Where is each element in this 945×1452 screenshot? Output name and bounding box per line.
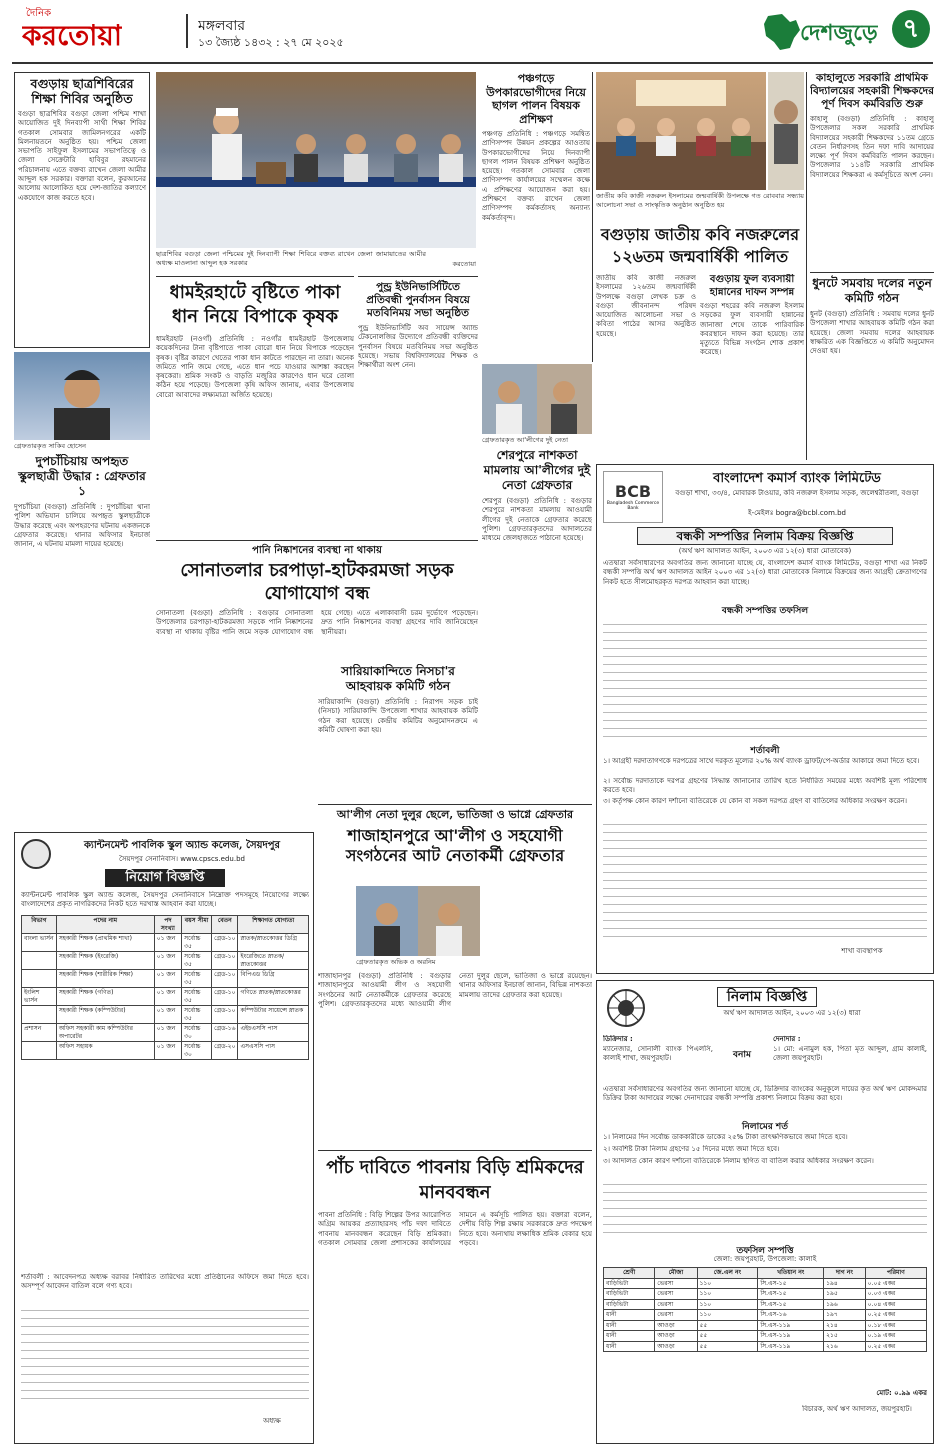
recruit-table-row: [22, 970, 309, 988]
recruit-table-row: [22, 934, 309, 952]
recruit-table-row: [22, 952, 309, 970]
auction-schedule-table: [603, 1267, 927, 1352]
auction-table-row-cell: বাড়িভিটা: [604, 1289, 655, 1300]
auction-table-row: [604, 1299, 927, 1310]
auction-table-row-cell: ১১০: [697, 1310, 758, 1321]
bank-notice-title: বন্ধকী সম্পত্তির নিলাম বিক্রয় বিজ্ঞপ্তি: [637, 527, 893, 545]
bank-intro: এতদ্বারা সর্বসাধারণের অবগতির জন্য জানানো যাচ্ছে যে, বাংলাদেশ কমার্স ব্যাংক লিমিটেড, বগুড়া শাখা এর নিকট বন্ধকী সম্পত্তি অর্থ ঋণ আদালত আইন ২০০৩ এর ১২(৩) ধারা মোতাবেক নিলামে বিক্রয়ের জন্য আগ্রহী ক্রেতাগণের নিকট হতে সীলমোহরকৃত দরপত্র আহবান করা যাচ্ছে।: [603, 559, 927, 586]
photo-nazrul-portrait: [768, 72, 804, 190]
recruit-table-row-cell: সর্বোচ্চ ৩৫: [182, 970, 212, 988]
recruit-table-row-cell: সর্বোচ্চ ৩৫: [182, 952, 212, 970]
auction-table-row: [604, 1289, 927, 1300]
photo-nazrul-caption: জাতীয় কবি কাজী নজরুল ইসলামের জন্মবার্ষিকী উপলক্ষে গত রোববার সন্ধ্যায় আলোচনা সভা ও সাংস্কৃতিক অনুষ্ঠান অনুষ্ঠিত হয়: [596, 192, 804, 209]
photo-shibir-credit: করতোয়া: [452, 260, 476, 268]
auction-table-row-cell: সি.এস-১৫: [758, 1299, 824, 1310]
auction-table-row-cell: ২১৫: [824, 1331, 866, 1342]
bank-term-2: ২। সর্বোচ্চ দরদাতাকে দরপত্র গ্রহণের সিদ্ধান্ত জানানোর তারিখ হতে নির্ধারিত সময়ের মধ্যে অবশিষ্ট মূল্য পরিশোধ করতে হবে।: [603, 777, 927, 795]
auction-table-row-cell: ৫৫: [697, 1320, 758, 1331]
bank-sign: শাখা ব্যবস্থাপক: [841, 947, 883, 955]
article-nischa-committee: [318, 664, 478, 798]
headline-dhamoirhat-rice: ধামইরহাটে বৃষ্টিতে পাকা ধান নিয়ে বিপাকে কৃষক: [169, 282, 341, 327]
headline-nischa-committee: সারিয়াকান্দিতে নিসচা'র আহবায়ক কমিটি গঠন: [341, 664, 455, 693]
bank-logo-text: BCB: [614, 482, 652, 501]
article-dupchanchia-rescue: [14, 454, 150, 826]
body-nischa-committee: সারিয়াকান্দি (বগুড়া) প্রতিনিধি : নিরাপদ সড়ক চাই (নিসচা) সারিয়াকান্দি উপজেলা শাখার আহবায়ক কমিটি গঠন করা হয়েছে। কেন্দ্রীয় কমিটির অনুমোদনক্রমে এ কমিটি ঘোষণা করা হয়।: [318, 698, 478, 734]
recruitment-fine-print: [21, 1303, 309, 1403]
body-sherpur-arrest: শেরপুর (বগুড়া) প্রতিনিধি : বগুড়ার শেরপুরে নাশকতা মামলায় আওয়ামী লীগের দুই নেতাকে গ্রেফতার করেছে পুলিশ। গ্রেফতারকৃতদের আদালতের মাধ্যমে জেলহাজতে পাঠানো হয়েছে।: [482, 497, 592, 543]
body-shajahanpur-arrest: শাজাহানপুর (বগুড়া) প্রতিনিধি : বগুড়ার শাজাহানপুরে আওয়ামী লীগ ও সহযোগী সংগঠনের আট নেতাকর্মীকে গ্রেফতার করেছে পুলিশ। গ্রেফতারকৃতদের মধ্যে আওয়ামী লীগ নেতা দুলুর ছেলে, ভাতিজা ও ভাগ্নে রয়েছেন। থানার অফিসার ইনচার্জ জানান, বিভিন্ন নাশকতা মামলায় তাদের গ্রেফতার করা হয়েছে।: [318, 972, 592, 1008]
auction-table-row: [604, 1331, 927, 1342]
auction-sign: বিচারক, অর্থ ঋণ আদালত, জয়পুরহাট।: [802, 1405, 912, 1413]
auction-intro: এতদ্বারা সর্বসাধারণের অবগতির জন্য জানানো যাচ্ছে যে, ডিক্রিদার ব্যাংকের অনুকূলে দায়ের কৃত অর্থ ঋণ মোকদ্দমার ডিক্রির টাকা আদায়ের লক্ষ্যে দেনাদারের বন্ধকী সম্পত্তি প্রকাশ্য নিলামে বিক্রয় করা হবে।: [603, 1085, 927, 1103]
auction-table-row: [604, 1320, 927, 1331]
auction-table-row-cell: ১৯৪: [824, 1278, 866, 1289]
body-dupchanchia-rescue: দুপচাঁচিয়া (বগুড়া) প্রতিনিধি : দুপচাঁচিয়া থানা পুলিশ অভিযান চালিয়ে অপহৃত স্কুলছাত্রীকে উদ্ধার করেছে এবং অপহরণের ঘটনায় একজনকে গ্রেফতার করেছে। থানার অফিসার ইনচার্জ জানান, এ ঘটনায় মামলা দায়ের হয়েছে।: [14, 503, 150, 549]
recruit-table-row-cell: ০১ জন: [154, 1042, 181, 1060]
recruit-table-row-cell: ০১ জন: [154, 934, 181, 952]
decree-holder: ম্যানেজার, সোনালী ব্যাংক পিএলসি, কালাই শাখা, জয়পুরহাট।: [603, 1045, 713, 1063]
recruit-table-row: [22, 1006, 309, 1024]
recruit-table-row-cell: সর্বোচ্চ ৩০: [182, 1042, 212, 1060]
auction-table-row-cell: আওড়া: [655, 1341, 697, 1352]
bank-term-3: ৩। কর্তৃপক্ষ কোন কারণ দর্শানো ব্যতিরেকে যে কোন বা সকল দরপত্র গ্রহণ বা বাতিলের অধিকার সংরক্ষণ করেন।: [603, 797, 908, 805]
auction-table-row-cell: ভেরসা: [655, 1310, 697, 1321]
auction-schedule-title: তফসিল সম্পত্তি: [736, 1246, 794, 1256]
body-shibir: বগুড়া ছাত্রশিবির বগুড়া জেলা পশ্চিম শাখা আয়োজিত দুই দিনব্যাপী সাথী শিক্ষা শিবির গতকাল সোমবার জামিলনগরের একটি মিলনায়তনে অনুষ্ঠিত হয়। পশ্চিম জেলা সভাপতি সাইফুল ইসলামের সভাপতিত্বে ও জেলা সেক্রেটারি হাবিবুর রহমানের পরিচালনায় এতে বক্তব্য রাখেন জেলা আমীর আব্দুল হক সরকার। বক্তারা বলেন, কুরআনের আলোয় আলোকিত হয়ে দেশ-জাতির কল্যাণে একযোগে কাজ করতে হবে।: [18, 110, 146, 202]
recruit-table-row: [22, 988, 309, 1006]
body-dhunat-committee: ধুনট (বগুড়া) প্রতিনিধি : সমবায় দলের ধুনট উপজেলা শাখার আহবায়ক কমিটি গঠন করা হয়েছে। জেলা সমবায় দলের আহবায়ক স্বাক্ষরিত এক বিজ্ঞপ্তিতে এ কমিটি অনুমোদন দেওয়া হয়।: [810, 310, 934, 356]
headline-pabna-bidi: পাঁচ দাবিতে পাবনায় বিড়ি শ্রমিকদের মানববন্ধন: [326, 1157, 584, 1203]
recruit-table-row-cell: ০১ জন: [154, 988, 181, 1006]
auction-table-row-cell: ০.০৪ একর: [865, 1299, 926, 1310]
auction-table-row-cell: ১১০: [697, 1289, 758, 1300]
bank-auction-notice: [596, 464, 934, 974]
recruit-col-qual: শিক্ষাগত যোগ্যতা: [238, 916, 309, 934]
auction-total: মোট: ০.৯৯ একর: [876, 1389, 927, 1397]
recruitment-notes: শর্তাবলী : আবেদনপত্র অধ্যক্ষ বরাবর নির্ধারিত তারিখের মধ্যে প্রতিষ্ঠানের অফিসে জমা দিতে হবে। অসম্পূর্ণ আবেদন বাতিল বলে গণ্য হবে।: [21, 1273, 309, 1291]
auction-table-row-cell: বাড়িভিটা: [604, 1299, 655, 1310]
recruit-table-row-cell: [22, 1006, 57, 1024]
auction-table-row: [604, 1341, 927, 1352]
auction-col-khatian: খতিয়ান নং: [758, 1268, 824, 1279]
bank-terms-title: শর্তাবলী: [750, 746, 780, 756]
body-pundra-university: পুন্ড্র ইউনিভার্সিটি অব সায়েন্স অ্যান্ড টেকনোলজির উদ্যোগে প্রতিবন্ধী ব্যক্তিদের পুনর্বাসন বিষয়ে মতবিনিময় সভা অনুষ্ঠিত হয়েছে। সভায় বিশ্ববিদ্যালয়ের শিক্ষক ও শিক্ষার্থীরা অংশ নেন।: [358, 324, 478, 370]
recruit-table-row-cell: ০১ জন: [154, 1024, 181, 1042]
auction-col-dag: দাগ নং: [824, 1268, 866, 1279]
photo-nazrul-event: [596, 72, 766, 190]
recruit-table-row-cell: [22, 952, 57, 970]
recruit-table-row-cell: সহকারী শিক্ষক (প্রাথমিক শাখা): [56, 934, 154, 952]
auction-table-row-cell: সি.এস-১১৯: [758, 1331, 824, 1342]
photo-shajahanpur-caption: গ্রেফতারকৃত অভিক ও অরনিম: [356, 958, 436, 966]
recruit-table-row-cell: ০১ জন: [154, 952, 181, 970]
headline-nazrul: বগুড়ায় জাতীয় কবি নজরুলের ১২৬তম জন্মবার্ষিকী পালিত: [600, 225, 800, 266]
auction-table-row-cell: ২১৬: [824, 1341, 866, 1352]
school-name: ক্যান্টনমেন্ট পাবলিক স্কুল অ্যান্ড কলেজ, সৈয়দপুর: [83, 840, 281, 851]
headline-shibir: বগুড়ায় ছাত্রশিবিরের শিক্ষা শিবির অনুষ্ঠিত: [30, 76, 134, 106]
recruit-table-row-cell: ইংলিশ ভার্সন: [22, 988, 57, 1006]
auction-table-row-cell: সি.এস-১৫: [758, 1278, 824, 1289]
auction-col-area: পরিমাণ: [865, 1268, 926, 1279]
auction-col-mouza: মৌজা: [655, 1268, 697, 1279]
recruitment-notice: [14, 832, 314, 1444]
auction-table-row-cell: ভেরসা: [655, 1299, 697, 1310]
recruit-table-row-cell: ইংরেজিতে স্নাতক/স্নাতকোত্তর: [238, 952, 309, 970]
recruit-table-row-cell: সহকারী শিক্ষক (শারীরিক শিক্ষা): [56, 970, 154, 988]
headline-dupchanchia-rescue: দুপচাঁচিয়ায় অপহৃত স্কুলছাত্রী উদ্ধার : গ্রেফতার ১: [18, 454, 146, 498]
recruit-table-row-cell: ০১ জন: [154, 970, 181, 988]
debtor: ১। মো: এনামুল হক, পিতা মৃত আব্দুল, গ্রাম কালাই, জেলা জয়পুরহাট।: [773, 1045, 927, 1063]
auction-title: নিলাম বিজ্ঞপ্তি: [717, 987, 817, 1007]
recruit-table-row-cell: গ্রেড-১০: [212, 952, 238, 970]
masthead-divider: [186, 14, 188, 48]
body-sonatala-road: সোনাতলা (বগুড়া) প্রতিনিধি : বগুড়ার সোনাতলা উপজেলার চরপাড়া-হাটকরমজা সড়কে পানি নিষ্কাশনের ব্যবস্থা না থাকায় বৃষ্টির পানি জমে সড়ক যোগাযোগ বন্ধ হয়ে গেছে। এতে এলাকাবাসী চরম দুর্ভোগে পড়েছেন। দ্রুত পানি নিষ্কাশনের ব্যবস্থা গ্রহণের দাবি জানিয়েছেন স্থানীয়রা।: [156, 609, 478, 636]
auction-versus: বনাম: [733, 1050, 751, 1060]
headline-sonatala-road: সোনাতলার চরপাড়া-হাটকরমজা সড়ক যোগাযোগ বন্ধ: [180, 560, 454, 604]
auction-table-row-cell: সি.এস-১৫: [758, 1289, 824, 1300]
recruit-table-row-cell: [22, 1042, 57, 1060]
auction-table-row: [604, 1278, 927, 1289]
auction-table-row: [604, 1310, 927, 1321]
bank-logo: [603, 471, 663, 523]
auction-table-row-cell: ০.১৯ একর: [865, 1331, 926, 1342]
bank-logo-sub: Bangladesh Commerce Bank: [606, 501, 660, 511]
auction-table-row-cell: ভেরসা: [655, 1278, 697, 1289]
auction-table-row-cell: ধানী: [604, 1320, 655, 1331]
article-goat-training: [482, 72, 590, 362]
auction-term-2: ২। অবশিষ্ট টাকা নিলাম গ্রহণের ১৫ দিনের মধ্যে জমা দিতে হবে।: [603, 1145, 780, 1153]
vrule-a2: [592, 72, 593, 362]
court-emblem: [605, 987, 647, 1029]
recruit-table-row-cell: বাংলা ভার্সন: [22, 934, 57, 952]
auction-table-row-cell: ধানী: [604, 1310, 655, 1321]
body-nazrul: জাতীয় কবি কাজী নজরুল ইসলামের ১২৬তম জন্মবার্ষিকী উপলক্ষে বগুড়া লেখক চক্র ও বগুড়া জীবনানন্দ পরিষদ আয়োজিত আলোচনা সভা ও কবিতা পাঠের আসর অনুষ্ঠিত হয়েছে।: [596, 274, 696, 338]
recruit-col-count: পদ সংখ্যা: [154, 916, 181, 934]
recruit-table-row-cell: স্নাতক/স্নাতকোত্তর ডিগ্রি: [238, 934, 309, 952]
recruit-col-age: বয়স সীমা: [182, 916, 212, 934]
photo-shibir-event: [156, 72, 476, 248]
recruit-table-row-cell: সর্বোচ্চ ৩৫: [182, 988, 212, 1006]
recruit-table-row-cell: সর্বোচ্চ ৩৫: [182, 934, 212, 952]
body-dhamoirhat-rice: ধামইরহাট (নওগাঁ) প্রতিনিধি : নওগাঁর ধামইরহাট উপজেলায় কয়েকদিনের টানা বৃষ্টিপাতে পাকা বোরো ধান নিয়ে বিপাকে পড়েছেন কৃষক। বৃষ্টির কারণে খেতের পাকা ধান কাটতে পারছেন না তারা। অনেক জমিতে পানি জমে গেছে, এতে ধান পচে যাওয়ার আশঙ্কা করছেন কৃষকেরা। শ্রমিক সংকট ও বাড়তি মজুরির কারণেও ধান ঘরে তোলা কঠিন হয়ে পড়েছে। উপজেলা কৃষি অফিস জানায়, এবার উপজেলায় বোরো আবাদের লক্ষ্যমাত্রা অর্জিত হয়েছে।: [156, 335, 354, 399]
auction-table-row-cell: ০.০৫ একর: [865, 1278, 926, 1289]
auction-table-row-cell: ১১০: [697, 1299, 758, 1310]
recruit-table-row: [22, 1024, 309, 1042]
recruit-table-row-cell: গ্রেড-১০: [212, 970, 238, 988]
recruit-table-row-cell: বিপিএড ডিগ্রি: [238, 970, 309, 988]
auction-table-row-cell: বাড়িভিটা: [604, 1278, 655, 1289]
auction-table-row-cell: ০.০৩ একর: [865, 1289, 926, 1300]
headline-flower-vendor: বগুড়ায় ফুল ব্যবসায়ী হান্নানের দাফন সম্পন্ন: [709, 274, 795, 298]
headline-kahalu-teachers: কাহালুতে সরকারি প্রাথমিক বিদ্যালয়ের সহকারী শিক্ষকদের পূর্ণ দিবস কর্মবিরতি শুরু: [810, 72, 934, 110]
auction-terms-lines: [603, 1177, 927, 1235]
photo-shajahanpur-arrested: [356, 886, 480, 956]
bank-email: ই-মেইলঃ bogra@bcbl.com.bd: [747, 509, 846, 517]
article-flower-vendor: [700, 274, 804, 460]
auction-col-jl: জে.এল নং: [697, 1268, 758, 1279]
body-pabna-bidi: পাবনা প্রতিনিধি : বিড়ি শিল্পের উপর আরোপিত অগ্রিম আয়কর প্রত্যাহারসহ পাঁচ দফা দাবিতে পাবনায় মানববন্ধন করেছেন বিড়ি শ্রমিকরা। গতকাল সোমবার জেলা প্রশাসকের কার্যালয়ের সামনে এ কর্মসূচি পালিত হয়। বক্তারা বলেন, দেশীয় বিড়ি শিল্প রক্ষায় সরকারকে দ্রুত পদক্ষেপ নিতে হবে। অন্যথায় লক্ষাধিক শ্রমিক বেকার হয়ে পড়বে।: [318, 1211, 592, 1247]
school-sub: সৈয়দপুর সেনানিবাস। www.cpscs.edu.bd: [119, 855, 245, 863]
recruit-table-row-cell: সহকারী শিক্ষক (কম্পিউটার): [56, 1006, 154, 1024]
photo-shibir-caption: ছাত্রশিবির বগুড়া জেলা পশ্চিমের দুই দিনব্যাপী শিক্ষা শিবিরে বক্তব্য রাখেন জেলা জামায়াতের আমীর অধ্যক্ষ মাওলানা আব্দুল হক সরকার: [156, 250, 426, 267]
vrule-a4: [806, 72, 807, 460]
recruit-table-row-cell: ০১ জন: [154, 1006, 181, 1024]
article-shibir: [14, 72, 150, 348]
headline-goat-training: পঞ্চগড়ে উপকারভোগীদের নিয়ে ছাগল পালন বিষয়ক প্রশিক্ষণ: [486, 72, 586, 126]
body-kahalu-teachers: কাহালু (বগুড়া) প্রতিনিধি : কাহালু উপজেলার সকল সরকারি প্রাথমিক বিদ্যালয়ের সহকারী শিক্ষকদের ১১তম গ্রেডে বেতন নির্ধারণসহ তিন দফা দাবি আদায়ের লক্ষ্যে পূর্ণ দিবস কর্মবিরতি পালন করছেন। উপজেলার ১১৪টি সরকারি প্রাথমিক বিদ্যালয়ের শিক্ষকরা এ কর্মসূচিতে অংশ নেন।: [810, 115, 934, 179]
school-logo: [21, 839, 51, 869]
auction-table-row-cell: সি.এস-১১৯: [758, 1320, 824, 1331]
decree-holder-label: ডিক্রিদার :: [603, 1035, 633, 1043]
article-pundra-university: [358, 276, 478, 538]
recruit-table-row-cell: কম্পিউটার সায়েন্সে স্নাতক: [238, 1006, 309, 1024]
auction-table-row-cell: আওড়া: [655, 1320, 697, 1331]
article-dhunat-committee: [810, 272, 934, 460]
masthead-day: মঙ্গলবার: [198, 18, 246, 34]
paper-logo: করতোয়া: [22, 19, 122, 52]
section-icon: [760, 12, 804, 52]
page-number: ৭: [892, 10, 930, 48]
bank-schedule-lines: [603, 617, 927, 737]
recruitment-title: নিয়োগ বিজ্ঞপ্তি: [105, 869, 225, 887]
court-auction-notice: [596, 980, 934, 1444]
masthead: [0, 0, 945, 62]
bank-terms-lines: [603, 817, 927, 937]
auction-table-row-cell: ৫৫: [697, 1341, 758, 1352]
photo-arrested-sakib-caption: গ্রেফতারকৃত সাকিব হোসেন: [14, 442, 87, 450]
auction-term-1: ১। নিলামের দিন সর্বোচ্চ ডাককারীকে ডাকের ২৫% টাকা তাৎক্ষণিকভাবে জমা দিতে হবে।: [603, 1133, 848, 1141]
auction-table-row-cell: আওড়া: [655, 1331, 697, 1342]
auction-table-row-cell: ৫৫: [697, 1331, 758, 1342]
recruit-table-row-cell: গ্রেড-২০: [212, 1042, 238, 1060]
recruit-table-row-cell: সর্বোচ্চ ৩৫: [182, 1006, 212, 1024]
auction-table-row-cell: ধানী: [604, 1331, 655, 1342]
recruit-table-row-cell: গ্রেড-১৬: [212, 1024, 238, 1042]
recruit-col-post: পদের নাম: [56, 916, 154, 934]
article-pabna-bidi: [318, 1150, 592, 1444]
bank-term-1: ১। আগ্রহী দরদাতাগণকে দরপত্রের সাথে দরকৃত মূল্যের ২০% অর্থ ব্যাংক ড্রাফট/পে-অর্ডার আকারে জমা দিতে হবে।: [603, 757, 920, 765]
recruit-table-row-cell: এইচএসসি পাস: [238, 1024, 309, 1042]
recruit-table-row-cell: প্রশাসন: [22, 1024, 57, 1042]
recruit-table-row-cell: সর্বোচ্চ ৩০: [182, 1024, 212, 1042]
recruitment-sign: অধ্যক্ষ: [263, 1417, 281, 1425]
recruit-table-row: [22, 1042, 309, 1060]
article-sherpur-arrest: [482, 448, 592, 662]
auction-terms-title: নিলামের শর্ত: [741, 1122, 789, 1132]
auction-table-row-cell: ২১৪: [824, 1320, 866, 1331]
shajahanpur-kicker: আ'লীগ নেতা দুলুর ছেলে, ভাতিজা ও ভাগ্নে গ্রেফতার: [318, 804, 592, 822]
article-sonatala-road: [156, 540, 478, 660]
recruit-col-pay: বেতন: [212, 916, 238, 934]
headline-sherpur-arrest: শেরপুরে নাশকতা মামলায় আ'লীগের দুই নেতা গ্রেফতার: [483, 448, 591, 492]
paper-logo-small: দৈনিক: [26, 8, 52, 19]
recruitment-intro: ক্যান্টনমেন্ট পাবলিক স্কুল অ্যান্ড কলেজ, সৈয়দপুর সেনানিবাসে নিম্নোক্ত পদসমূহে নিয়োগের লক্ষ্যে বাংলাদেশের প্রকৃত নাগরিকদের নিকট হতে দরখাস্ত আহবান করা যাচ্ছে।: [21, 891, 309, 909]
headline-dhunat-committee: ধুনটে সমবায় দলের নতুন কমিটি গঠন: [812, 276, 932, 305]
recruit-table-row-cell: অফিস সহকারী কাম কম্পিউটার অপারেটর: [56, 1024, 154, 1042]
section-name: দেশজুড়ে: [800, 20, 878, 46]
recruit-table-row-cell: গ্রেড-১০: [212, 934, 238, 952]
auction-table-row-cell: ১১০: [697, 1278, 758, 1289]
recruit-table-row-cell: [22, 970, 57, 988]
auction-sub: অর্থ ঋণ আদালত আইন, ২০০৩ এর ১২(৩) ধারা: [723, 1009, 861, 1017]
masthead-date: ১৩ জ্যৈষ্ঠ ১৪৩২ : ২৭ মে ২০২৫: [198, 36, 344, 49]
auction-table-row-cell: ০.১৮ একর: [865, 1320, 926, 1331]
auction-table-row-cell: ০.২৫ একর: [865, 1341, 926, 1352]
photo-sherpur-leaders: [482, 364, 592, 434]
article-kahalu-teachers: [810, 72, 934, 268]
recruit-col-dept: বিভাগ: [22, 916, 57, 934]
bank-schedule-title: বন্ধকী সম্পত্তির তফসিল: [721, 606, 809, 616]
auction-schedule-sub: জেলা: জয়পুরহাট, উপজেলা: কালাই: [713, 1255, 817, 1263]
debtor-label: দেনাদার :: [773, 1035, 801, 1043]
article-dhamoirhat-rice: [156, 276, 354, 538]
headline-pundra-university: পুন্ড্র ইউনিভার্সিটিতে প্রতিবন্ধী পুনর্বাসন বিষয়ে মতবিনিময় সভা অনুষ্ঠিত: [366, 281, 470, 319]
recruit-table-row-cell: গ্রেড-১০: [212, 988, 238, 1006]
auction-table-row-cell: ০.২৫ একর: [865, 1310, 926, 1321]
bank-address: বগুড়া শাখা, ৩৩/৪, মোবারক টাওয়ার, কবি নজরুল ইসলাম সড়ক, জলেশ্বরীতলা, বগুড়া: [675, 489, 919, 497]
auction-table-row-cell: ভেরসা: [655, 1289, 697, 1300]
recruitment-table: [21, 915, 309, 1060]
masthead-rule: [12, 62, 933, 64]
auction-table-row-cell: ১৯৬: [824, 1299, 866, 1310]
photo-arrested-sakib: [14, 352, 150, 440]
headline-shajahanpur-arrest: শাজাহানপুরে আ'লীগ ও সহযোগী সংগঠনের আট নেতাকর্মী গ্রেফতার: [345, 826, 565, 865]
auction-term-3: ৩। আদালত কোন কারণ দর্শানো ব্যতিরেকে নিলাম স্থগিত বা বাতিল করার অধিকার সংরক্ষণ করেন।: [603, 1157, 874, 1165]
recruit-table-row-cell: অফিস সহায়ক: [56, 1042, 154, 1060]
auction-col-class: শ্রেণী: [604, 1268, 655, 1279]
recruit-table-row-cell: সহকারী শিক্ষক (গণিত): [56, 988, 154, 1006]
headline-sonatala-road-kicker: পানি নিষ্কাশনের ব্যবস্থা না থাকায়: [252, 545, 382, 556]
body-goat-training: পঞ্চগড় প্রতিনিধি : পঞ্চগড়ে সমন্বিত প্রাণিসম্পদ উন্নয়ন প্রকল্পের আওতায় উপকারভোগীদের নিয়ে দিনব্যাপী ছাগল পালন বিষয়ক প্রশিক্ষণ অনুষ্ঠিত হয়েছে। গতকাল সোমবার জেলা প্রাণিসম্পদ কার্যালয়ের সম্মেলন কক্ষে এ প্রশিক্ষণের আয়োজন করা হয়। প্রশিক্ষণে বক্তব্য রাখেন জেলা প্রাণিসম্পদ কর্মকর্তাসহ অন্যান্য কর্মকর্তাবৃন্দ।: [482, 130, 590, 222]
recruit-table-row-cell: গণিতে স্নাতক/স্নাতকোত্তর: [238, 988, 309, 1006]
recruit-table-row-cell: সহকারী শিক্ষক (ইংরেজি): [56, 952, 154, 970]
auction-table-row-cell: ১৯৭: [824, 1310, 866, 1321]
bank-law: (অর্থ ঋণ আদালত আইন, ২০০৩ এর ১২(৩) ধারা মোতাবেক): [678, 547, 852, 555]
recruit-table-row-cell: এসএসসি পাস: [238, 1042, 309, 1060]
body-flower-vendor: বগুড়া শহরের কবি নজরুল ইসলাম সড়কের ফুল ব্যবসায়ী হান্নানের জানাজা শেষে তাকে পারিবারিক কবরস্থানে দাফন করা হয়েছে। তার মৃত্যুতে বিভিন্ন সংগঠন শোক প্রকাশ করেছে।: [700, 302, 804, 357]
auction-table-row-cell: ১৯৫: [824, 1289, 866, 1300]
photo-sherpur-caption: গ্রেফতারকৃত আ'লীগের দুই নেতা: [482, 436, 569, 444]
recruit-table-row-cell: গ্রেড-১০: [212, 1006, 238, 1024]
auction-table-row-cell: ধানী: [604, 1341, 655, 1352]
auction-table-row-cell: সি.এস-১৬: [758, 1310, 824, 1321]
auction-table-row-cell: সি.এস-১১৯: [758, 1341, 824, 1352]
bank-name: বাংলাদেশ কমার্স ব্যাংক লিমিটেড: [713, 471, 881, 486]
